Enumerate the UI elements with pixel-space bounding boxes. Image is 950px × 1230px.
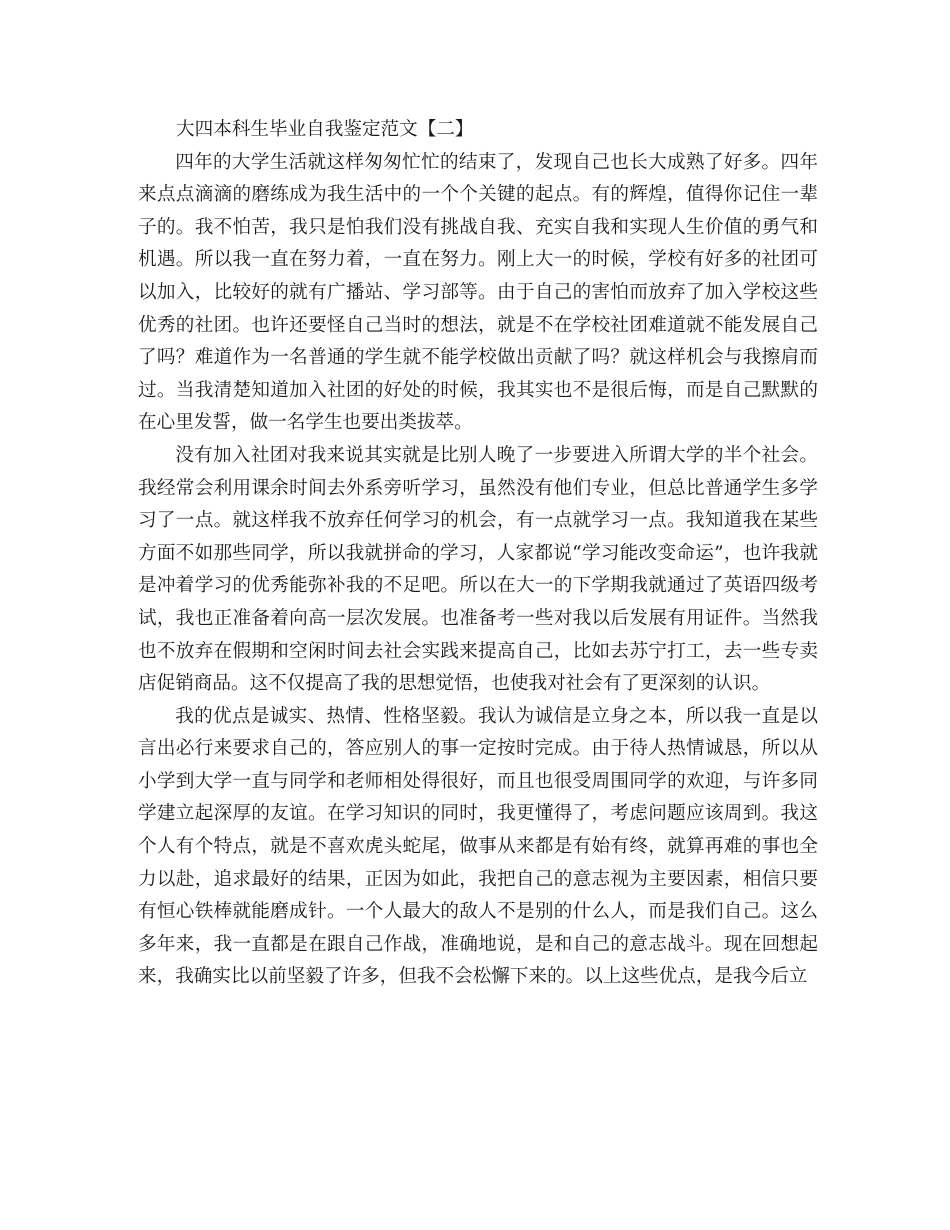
- paragraph-1: 四年的大学生活就这样匆匆忙忙的结束了，发现自己也长大成熟了好多。四年来点点滴滴的磨练成为我生活中的一个个关键的起点。有的辉煌，值得你记住一辈子的。我不怕苦，我只是怕我们没有挑战自我、充实自我和实现人生价值的勇气和机遇。所以我一直在努力着，一直在努力。刚上大一的时候，学校有好多的社团可以加入，比较好的就有广播站、学习部等。由于自己的害怕而放弃了加入学校这些优秀的社团。也许还要怪自己当时的想法，就是不在学校社团难道就不能发展自己了吗？难道作为一名普通的学生就不能学校做出贡献了吗？就这样机会与我擦肩而过。当我清楚知道加入社团的好处的时候，我其实也不是很后悔，而是自己默默的在心里发誓，做一名学生也要出类拔萃。: [138, 151, 818, 434]
- paragraph-2: 没有加入社团对我来说其实就是比别人晚了一步要进入所谓大学的半个社会。我经常会利用课余时间去外系旁听学习，虽然没有他们专业，但总比普通学生多学习了一点。就这样我不放弃任何学习的机会，有一点就学习一点。我知道我在某些方面不如那些同学，所以我就拼命的学习，人家都说“学习能改变命运”，也许我就是冲着学习的优秀能弥补我的不足吧。所以在大一的下学期我就通过了英语四级考试，我也正准备着向高一层次发展。也准备考一些对我以后发展有用证件。当然我也不放弃在假期和空闲时间去社会实践来提高自己，比如去苏宁打工，去一些专卖店促销商品。这不仅提高了我的思想觉悟，也使我对社会有了更深刻的认识。: [138, 444, 818, 695]
- paragraph-3: 我的优点是诚实、热情、性格坚毅。我认为诚信是立身之本，所以我一直是以言出必行来要求自己的，答应别人的事一定按时完成。由于待人热情诚恳，所以从小学到大学一直与同学和老师相处得很好，而且也很受周围同学的欢迎，与许多同学建立起深厚的友谊。在学习知识的同时，我更懂得了，考虑问题应该周到。我这个人有个特点，就是不喜欢虎头蛇尾，做事从来都是有始有终，就算再难的事也全力以赴，追求最好的结果，正因为如此，我把自己的意志视为主要因素，相信只要有恒心铁棒就能磨成针。一个人最大的敌人不是别的什么人，而是我们自己。这么多年来，我一直都是在跟自己作战，准确地说，是和自己的意志战斗。现在回想起来，我确实比以前坚毅了许多，但我不会松懈下来的。以上这些优点，是我今后立: [138, 705, 818, 988]
- document-title: 大四本科生毕业自我鉴定范文【二】: [176, 119, 474, 140]
- document-body: [138, 114, 818, 994]
